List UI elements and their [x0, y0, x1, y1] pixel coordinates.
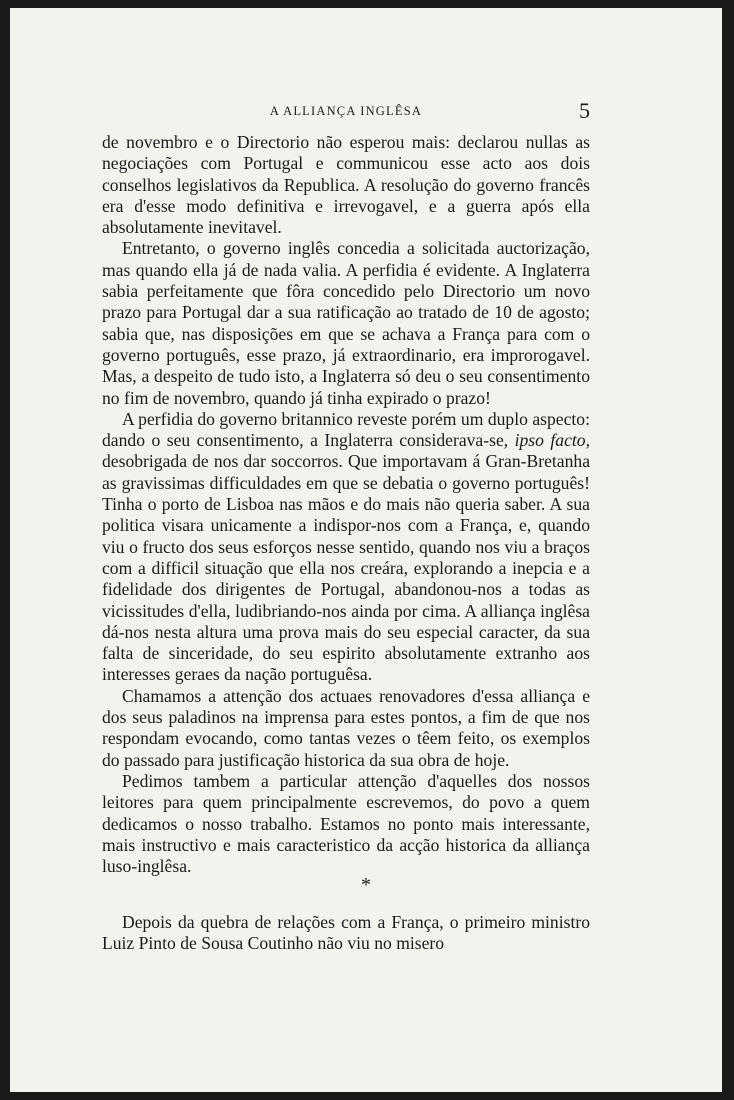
section-break-asterism: * — [361, 874, 371, 896]
paragraph-3-text-b: desobrigada de nos dar soccorros. Que importavam á Gran-Bretanha as gravissimas difficuldades em que se debatia o governo português! Tinha o porto de Lisboa nas mãos e do mais não queria saber. A sua politica visara unicamente a indispor-nos com a França, e, quando viu o fructo dos seus esforços nesse sentido, quando nos viu a braços com a difficil situação que ella nos creára, explorando a inepcia e a fidelidade dos dirigentes de Portugal, abandonou-nos a todas as vicissitudes d'ella, ludibriando-nos ainda por cima. A alliança inglêsa dá-nos nesta altura uma prova mais do seu especial caracter, da sua falta de sinceridade, do seu espirito absolutamente extranho aos interesses geraes da nação portuguêsa. — [102, 451, 590, 685]
paragraph-3 — [102, 409, 590, 686]
body-text — [102, 132, 590, 877]
book-page — [10, 8, 722, 1092]
paragraph-6: Depois da quebra de relações com a França, o primeiro ministro Luiz Pinto de Sousa Coutinho não viu no misero — [102, 912, 590, 954]
paragraph-1: de novembro e o Directorio não esperou mais: declarou nullas as negociações com Portugal e communicou esse acto aos dois conselhos legislativos da Republica. A resolução do governo francês era d'esse modo definitiva e irrevogavel, e a guerra após ella absolutamente inevitavel. — [102, 132, 590, 238]
paragraph-3-text-a: A perfidia do governo britannico reveste porém um duplo aspecto: dando o seu consentimento, a Inglaterra considerava-se, — [102, 408, 590, 451]
page-header — [102, 100, 590, 124]
page-number: 5 — [579, 98, 590, 123]
paragraph-2: Entretanto, o governo inglês concedia a solicitada auctorização, mas quando ella já de nada valia. A perfidia é evidente. A Inglaterra sabia perfeitamente que fôra concedido pelo Directorio um novo prazo para Portugal dar a sua ratificação ao tratado de 10 de agosto; sabia que, nas disposições em que se achava a França para com o governo português, esse prazo, já extraordinario, era improrogavel. Mas, a despeito de tudo isto, a Inglaterra só deu o seu consentimento no fim de novembro, quando já tinha expirado o prazo! — [102, 238, 590, 408]
running-title: A ALLIANÇA INGLÊSA — [269, 104, 423, 118]
paragraph-3-italic: ipso facto, — [514, 430, 590, 451]
paragraph-5: Pedimos tambem a particular attenção d'aquelles dos nossos leitores para quem principalmente escrevemos, do povo a quem dedicamos o nosso trabalho. Estamos no ponto mais interessante, mais instructivo e mais caracteristico da acção historica da alliança luso-inglêsa. — [102, 770, 590, 877]
body-text-continued — [102, 912, 590, 955]
paragraph-4: Chamamos a attenção dos actuaes renovadores d'essa alliança e dos seus paladinos na imprensa para estes pontos, a fim de que nos respondam evocando, como tantas vezes o têem feito, os exemplos do passado para justificação historica da sua obra de hoje. — [102, 685, 590, 770]
